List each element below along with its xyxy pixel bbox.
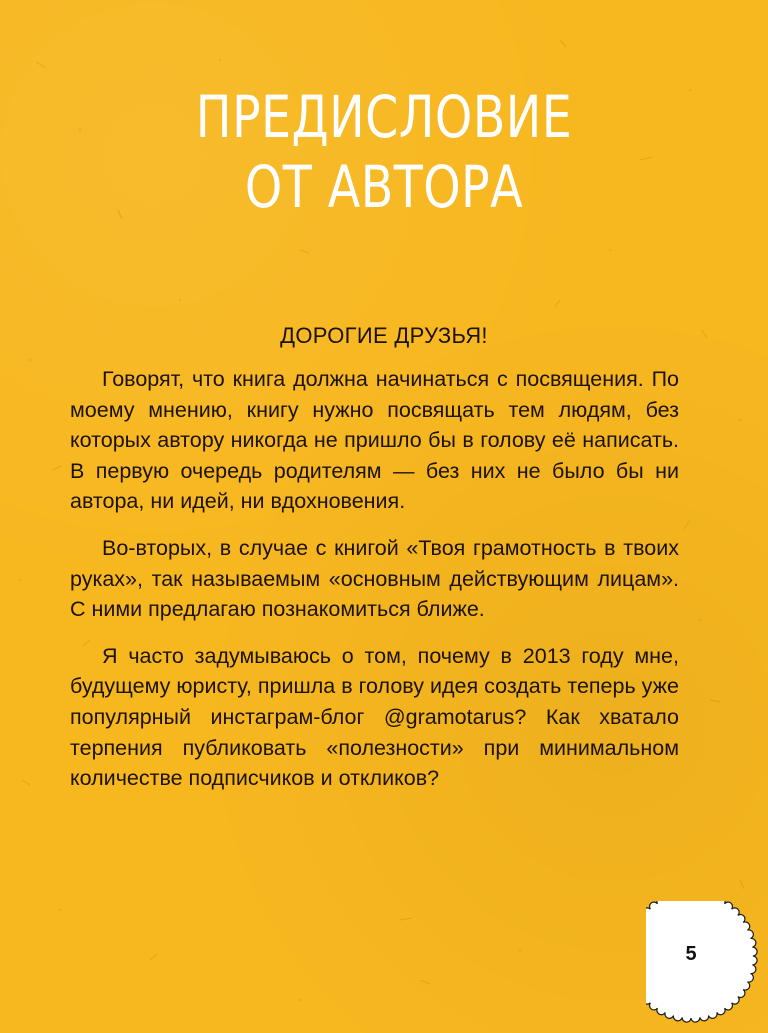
- chapter-title-line-1: ПРЕДИСЛОВИЕ: [195, 83, 573, 151]
- chapter-title-line-2: ОТ АВТОРА: [244, 153, 524, 221]
- body-text: [70, 364, 679, 810]
- paragraph-1: Говорят, что книга должна начинаться с посвящения. По моему мнению, книгу нужно посвящать тем людям, без которых автору никогда не пришло бы в голову её написать. В первую очередь родителям — без них не было бы ни автора, ни идей, ни вдохновения.: [70, 367, 679, 514]
- paragraph-2: Во-вторых, в случае с книгой «Твоя грамотность в твоих руках», так называемым «основным действующим лицам». С ними предлагаю познакомиться ближе.: [70, 535, 679, 622]
- page-number-badge: [646, 901, 768, 1033]
- salutation: ДОРОГИЕ ДРУЗЬЯ!: [280, 323, 488, 348]
- page-number: 5: [685, 943, 697, 965]
- scalloped-circle-shape: [646, 901, 768, 1033]
- chapter-title: [69, 82, 699, 222]
- paragraph-3: Я часто задумываюсь о том, почему в 2013 году мне, будущему юристу, пришла в голову идея создать теперь уже популярный инстаграм-блог @gramotarus? Как хватало терпения публиковать «полезности» при минимальном количестве подписчиков и откликов?: [70, 643, 679, 791]
